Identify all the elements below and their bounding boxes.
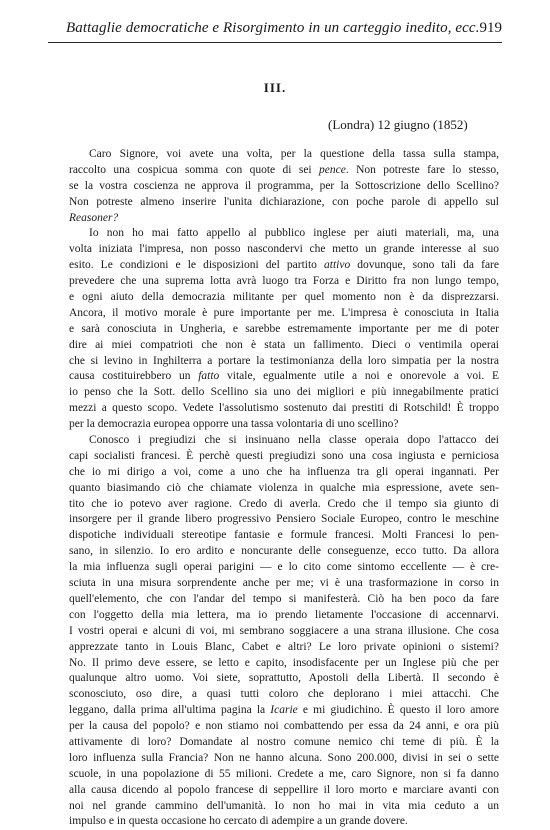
running-header bbox=[48, 20, 502, 43]
text-line: qualunque altro uomo. Voi siete, soprattutto, Apostoli della Libertà. Il secondo è bbox=[69, 672, 499, 685]
text-line: insorgere per il grande libero progressivo Pensiero Sociale Europeo, contro le meschine bbox=[69, 513, 499, 526]
text-line: la mia influenza sugli operai parigini — e lo cito come sintomo eccellente — è cre- bbox=[69, 561, 499, 574]
text-line: per la causa del popolo? e non stiamo noi combattendo per essa da 24 anni, e ora più bbox=[69, 720, 499, 733]
text-line: raccolto una cospicua somma con quote di sei pence. Non potreste fare lo stesso, bbox=[69, 163, 499, 176]
text-line: scuole, in una popolazione di 55 milioni. Credete a me, caro Signore, non si fa danno bbox=[69, 767, 499, 780]
text-line: leggano, dalla prima all'ultima pagina la Icarie e mi giudichino. È questo il loro amore bbox=[69, 704, 499, 717]
text-line: per la democrazia europea opporre una tassa volontaria di uno scellino? bbox=[69, 418, 399, 431]
text-line: quell'elemento, che con l'andar del tempo si manifesterà. Ciò ha ben poco da fare bbox=[69, 592, 499, 605]
text-line: con l'oggetto della mia lettera, ma io prendo lietamente l'occasione di accennarvi. bbox=[69, 608, 499, 621]
text-line: noi nel grande cammino dell'umanità. Io non ho mai in vita mia ceduto a un bbox=[69, 799, 499, 812]
text-line: alla causa dicendo al popolo francese di seppellire il loro morto e marciare avanti con bbox=[69, 783, 499, 796]
letter-number: III. bbox=[263, 80, 287, 95]
text-line: e ogni aiuto della democrazia militante per quel momento non è da disprezzarsi. bbox=[69, 291, 499, 304]
letter-dateline: (Londra) 12 giugno (1852) bbox=[328, 117, 468, 132]
text-line: volta iniziata l'impresa, non posso nascondervi che metto un grande interesse al suo bbox=[69, 243, 499, 256]
text-line: I vostri operai e alcuni di voi, mi sembrano soggiacere a una strana illusione. Che cosa bbox=[69, 624, 499, 637]
text-line: impulso e in questa occasione ho cercato di adempire a un grande dovere. bbox=[69, 815, 408, 828]
letter-body bbox=[69, 147, 499, 830]
text-line: prevedere che una suprema lotta avrà luogo tra Forza e Diritto fra non lungo tempo, bbox=[69, 275, 499, 288]
text-line: Io non ho mai fatto appello al pubblico inglese per aiuti materiali, ma, una bbox=[89, 227, 499, 240]
text-line: che si levino in Inghilterra a portare la testimonianza della loro simpatia per la nostra bbox=[69, 354, 499, 367]
text-line: Reasoner? bbox=[69, 211, 119, 224]
text-line: No. Il primo deve essere, se letto e capito, insodisfacente per un Inglese più che per bbox=[69, 656, 499, 669]
running-title: Battaglie democratiche e Risorgimento in un carteggio inedito, ecc. bbox=[66, 20, 480, 36]
text-line: dispotiche individuali stereotipe fantasie e formule francesi. Molti Francesi lo pen- bbox=[69, 529, 499, 542]
text-line: sciuta in una misura sorprendente anche per me; vi è una trasformazione in corso in bbox=[69, 577, 499, 590]
text-line: mezzi a questo scopo. Vedete l'assolutismo sostenuto dai prestiti di Rotschild! È troppo bbox=[69, 402, 499, 415]
text-line: Ancora, il motivo morale è pure importante per me. L'impresa è conosciuta in Italia bbox=[69, 306, 499, 319]
text-line: capi socialisti francesi. È perchè questi pregiudizi sono una cosa ingiusta e perniciosa bbox=[69, 449, 499, 462]
text-line: e sarà conosciuta in Ungheria, e sarebbe estremamente importante per me di poter bbox=[69, 322, 499, 335]
text-line: loro influenza sulla Francia? Non ne hanno alcuna. Sono 200.000, divisi in sei o sette bbox=[69, 751, 499, 764]
text-line: Non potreste almeno inserire l'unita dichiarazione, con poche parole di appello sul bbox=[69, 195, 499, 208]
text-line: Caro Signore, voi avete una volta, per la questione della tassa sulla stampa, bbox=[89, 148, 499, 160]
text-line: apprezzate tanto in Louis Blanc, Cabet e altri? Le loro private opinioni o sistemi? bbox=[69, 640, 499, 653]
text-line: tito che io potevo aver ragione. Credo di averla. Credo che il tempo sia giunto di bbox=[69, 497, 499, 510]
text-line: Conosco i pregiudizi che si insinuano nella classe operaia dopo l'attacco dei bbox=[89, 434, 499, 447]
text-line: sano, in silenzio. Io ero ardito e noncurante delle conseguenze, ecco tutto. Da allora bbox=[69, 545, 499, 558]
text-line: io penso che la Sott. dello Scellino sia uno dei migliori e più innegabilmente pratici bbox=[69, 386, 499, 399]
page-number: 919 bbox=[479, 20, 502, 36]
text-line: causa costituirebbero un fatto vitale, egualmente utile a noi e onorevole a voi. E bbox=[69, 370, 500, 383]
text-line: esito. Le condizioni e le disposizioni del partito attivo dovunque, sono tali da fare bbox=[69, 259, 499, 272]
text-line: quanto biasimando ciò che chiamate violenza in qualche mia espressione, avete sen- bbox=[69, 481, 499, 494]
text-line: attivamente di loro? Domandate al nostro comune nemico chi teme di più. È la bbox=[69, 735, 499, 748]
text-line: dire ai miei compatrioti che non è stata un fallimento. Dieci o ventimila operai bbox=[69, 338, 499, 351]
text-line: sconosciuto, oso dire, a quasi tutti coloro che deplorano i miei attacchi. Che bbox=[69, 688, 499, 701]
text-line: che io mi dirigo a voi, come a uno che ha influenza tra gli operai ingannati. Per bbox=[69, 465, 499, 478]
text-line: se la vostra coscienza ne approva il programma, per la Sottoscrizione dello Scellino? bbox=[69, 179, 499, 192]
